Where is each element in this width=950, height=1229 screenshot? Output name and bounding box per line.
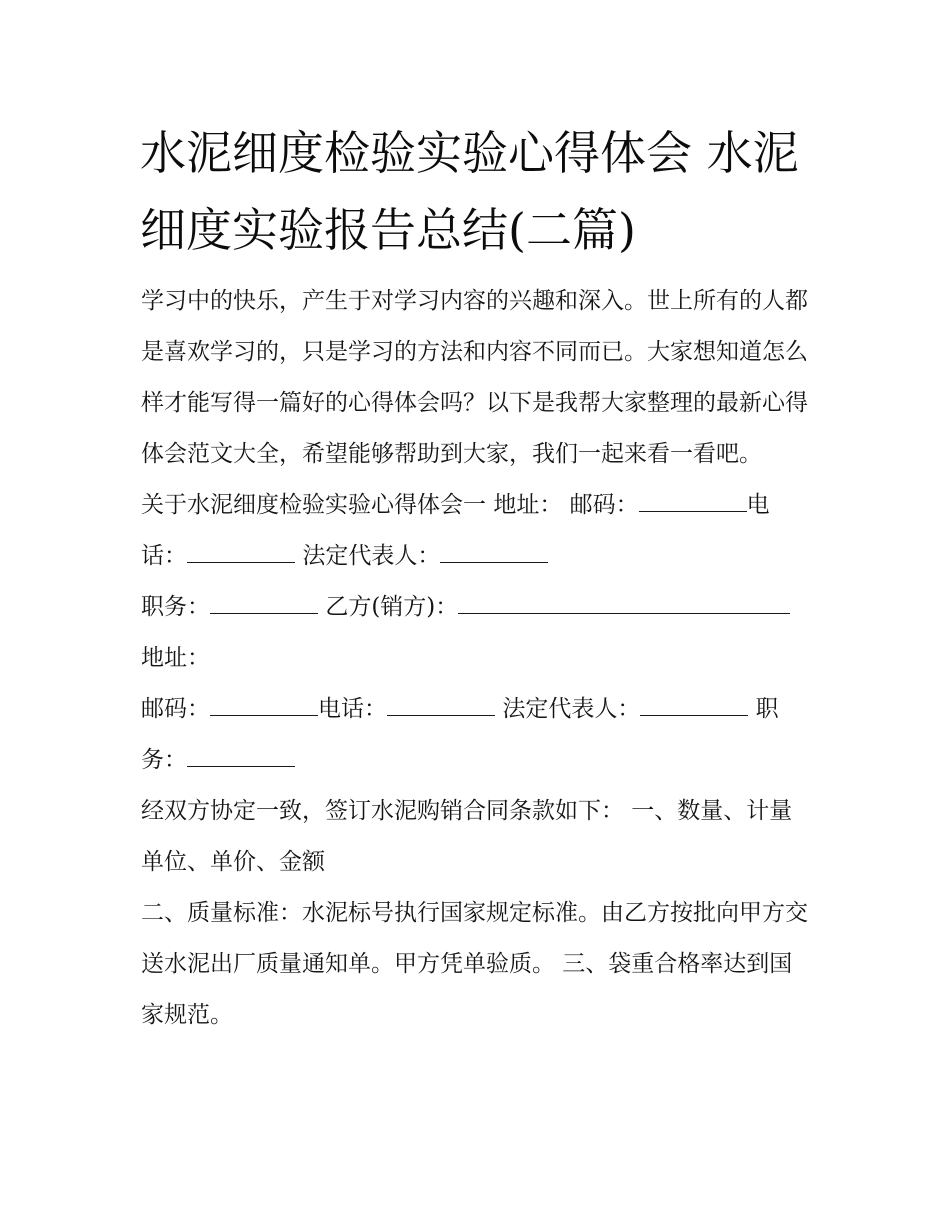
party-b-postcode-label: 邮码： — [141, 696, 210, 722]
phone-label: 电话： — [141, 492, 770, 569]
legal-rep-blank — [440, 542, 548, 563]
section-heading: 关于水泥细度检验实验心得体会一 — [141, 492, 486, 518]
address-label: 地址： — [493, 492, 563, 518]
party-b-position-label: 职务： — [141, 696, 779, 773]
clause-two-paragraph: 二、质量标准：水泥标号执行国家规定标准。由乙方按批向甲方交送水泥出厂质量通知单。甲方凭单验质。 三、袋重合格率达到国家规范。 — [141, 900, 808, 1028]
postcode-blank — [639, 491, 747, 512]
party-b-blank — [458, 593, 790, 614]
party-b-position-blank — [187, 746, 295, 767]
party-b-address-label: 地址： — [141, 645, 210, 671]
party-b-postcode-blank — [210, 695, 318, 716]
legal-rep-label: 法定代表人： — [302, 543, 441, 569]
party-b-paragraph — [141, 582, 815, 633]
party-b-phone-blank — [387, 695, 495, 716]
position-blank — [210, 593, 318, 614]
party-b-label: 乙方(销方)： — [325, 594, 459, 620]
postcode-label: 邮码： — [569, 492, 639, 518]
phone-blank — [187, 542, 295, 563]
position-label: 职务： — [141, 594, 210, 620]
party-b-legal-rep-label: 法定代表人： — [502, 696, 641, 722]
intro-paragraph: 学习中的快乐，产生于对学习内容的兴趣和深入。世上所有的人都是喜欢学习的，只是学习的方法和内容不同而已。大家想知道怎么样才能写得一篇好的心得体会吗？以下是我帮大家整理的最新心得体会范文大全，希望能够帮助到大家，我们一起来看一看吧。 — [141, 288, 808, 467]
party-b-legal-rep-blank — [640, 695, 748, 716]
document-body — [141, 276, 815, 1041]
party-b-address-paragraph — [141, 633, 815, 684]
party-b-contact-paragraph — [141, 684, 815, 786]
party-a-contact-paragraph — [141, 480, 815, 582]
agreement-paragraph: 经双方协定一致，签订水泥购销合同条款如下： 一、数量、计量单位、单价、金额 — [141, 798, 793, 875]
document-title: 水泥细度检验实验心得体会 水泥细度实验报告总结(二篇) — [140, 126, 799, 257]
party-b-phone-label: 电话： — [318, 696, 387, 722]
